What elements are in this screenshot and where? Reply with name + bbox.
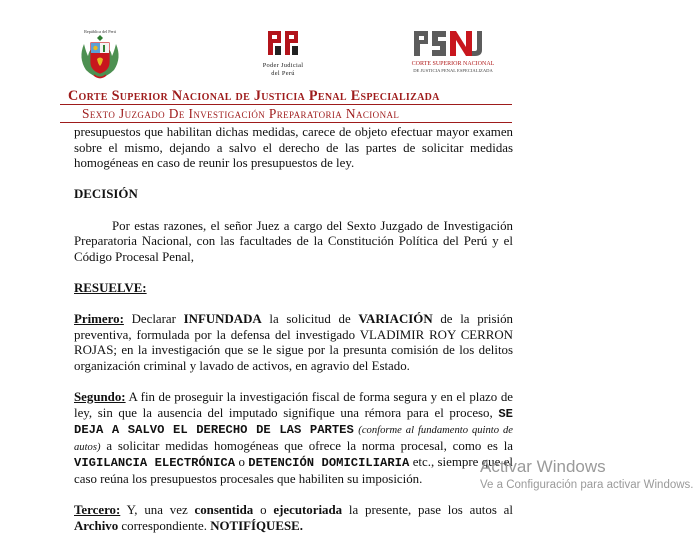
activate-windows-subtitle: Ve a Configuración para activar Windows. bbox=[480, 479, 694, 491]
tercero-text-1: Y, una vez bbox=[126, 503, 188, 518]
activate-windows-title: Activar Windows bbox=[480, 457, 606, 476]
court-subtitle: Sexto Juzgado De Investigación Preparatoria Nacional bbox=[82, 106, 400, 121]
segundo-text-1: A fin de proseguir la investigación fiscal de forma segura y en el plazo de ley, sin que la ausencia del imputado signifique una rémora para el proceso, bbox=[74, 390, 513, 420]
primero-label: Primero: bbox=[74, 312, 124, 327]
windows-activation-watermark bbox=[480, 456, 694, 492]
letterhead-logos bbox=[0, 0, 556, 86]
primero-variacion: VARIACIÓN bbox=[358, 312, 433, 327]
peru-emblem-text: República del Perú bbox=[84, 29, 116, 34]
tercero-text-4: correspondiente. bbox=[121, 518, 207, 533]
primero-infundada: INFUNDADA bbox=[183, 312, 262, 327]
resolution-point-segundo bbox=[74, 390, 513, 488]
segundo-detencion: DETENCIÓN DOMICILIARIA bbox=[248, 456, 410, 471]
segundo-text-4: etc., siempre que el caso reúna los presupuestos procesales que habiliten su imposición. bbox=[74, 455, 514, 487]
primero-text-2: la solicitud de bbox=[269, 312, 351, 327]
poder-judicial-logo bbox=[250, 28, 316, 77]
header-divider-bottom bbox=[60, 122, 512, 123]
pj-caption-line1: Poder Judicial bbox=[262, 62, 304, 69]
segundo-label: Segundo: bbox=[74, 390, 126, 405]
resolution-point-primero bbox=[74, 312, 513, 374]
segundo-text-2: a solicitar medidas homogéneas que ofrece la norma procesal, como es la bbox=[106, 438, 513, 453]
resuelve-heading: RESUELVE: bbox=[74, 280, 147, 295]
csnj-emblem-icon bbox=[412, 28, 484, 58]
paragraph-por-estas-razones: Por estas razones, el señor Juez a cargo del Sexto Juzgado de Investigación Preparatoria Nacional, con las facultades de la Constitución Política del Perú y el Código Procesal Penal, bbox=[74, 218, 513, 264]
tercero-notifiquese: NOTIFÍQUESE. bbox=[210, 518, 303, 533]
peru-coat-of-arms-icon bbox=[76, 26, 124, 82]
decision-heading: DECISIÓN bbox=[74, 187, 138, 202]
resuelve-heading-line bbox=[74, 281, 513, 297]
tercero-text-2: o bbox=[260, 503, 267, 518]
csnj-caption-line2: DE JUSTICIA PENAL ESPECIALIZADA bbox=[413, 67, 493, 73]
segundo-text-3: o bbox=[238, 455, 245, 470]
segundo-vigilancia: VIGILANCIA ELECTRÓNICA bbox=[74, 456, 236, 471]
resolution-point-tercero bbox=[74, 503, 513, 534]
tercero-ejecutoriada: ejecutoriada bbox=[273, 503, 343, 518]
csnj-logo bbox=[398, 28, 508, 74]
header-divider-top bbox=[60, 104, 512, 105]
tercero-label: Tercero: bbox=[74, 503, 121, 518]
segundo-se-deja-a-salvo: SE DEJA A SALVO EL DERECHO DE LAS PARTES bbox=[74, 406, 513, 438]
paragraph-prior-reasoning: presupuestos que habilitan dichas medidas, carece de objeto efectuar mayor examen sobre el mismo, dejando a salvo el derecho de las partes de solicitar medidas homogéneas en caso de reunir los presupuestos de ley. bbox=[74, 125, 513, 171]
pj-caption-line2: del Perú bbox=[271, 69, 295, 77]
court-title: Corte Superior Nacional de Justicia Penal Especializada bbox=[68, 88, 440, 104]
primero-text-3: de la prisión preventiva, formulada por la defensa del investigado VLADIMIR ROY CERRON ROJAS; en la investigación que se le sigue por la presunta comisión de los delitos organización criminal y lavado de activos, en agravio del Estado. bbox=[74, 312, 513, 373]
segundo-note: (conforme al fundamento quinto de autos) bbox=[74, 425, 513, 453]
tercero-text-3: la presente, pase los autos al bbox=[348, 503, 513, 518]
tercero-consentida: consentida bbox=[194, 503, 254, 518]
csnj-caption-line1: CORTE SUPERIOR NACIONAL bbox=[411, 61, 495, 67]
poder-judicial-icon bbox=[266, 28, 300, 58]
tercero-archivo: Archivo bbox=[74, 518, 119, 533]
resolution-body bbox=[74, 125, 513, 534]
primero-text-1: Declarar bbox=[131, 312, 176, 327]
